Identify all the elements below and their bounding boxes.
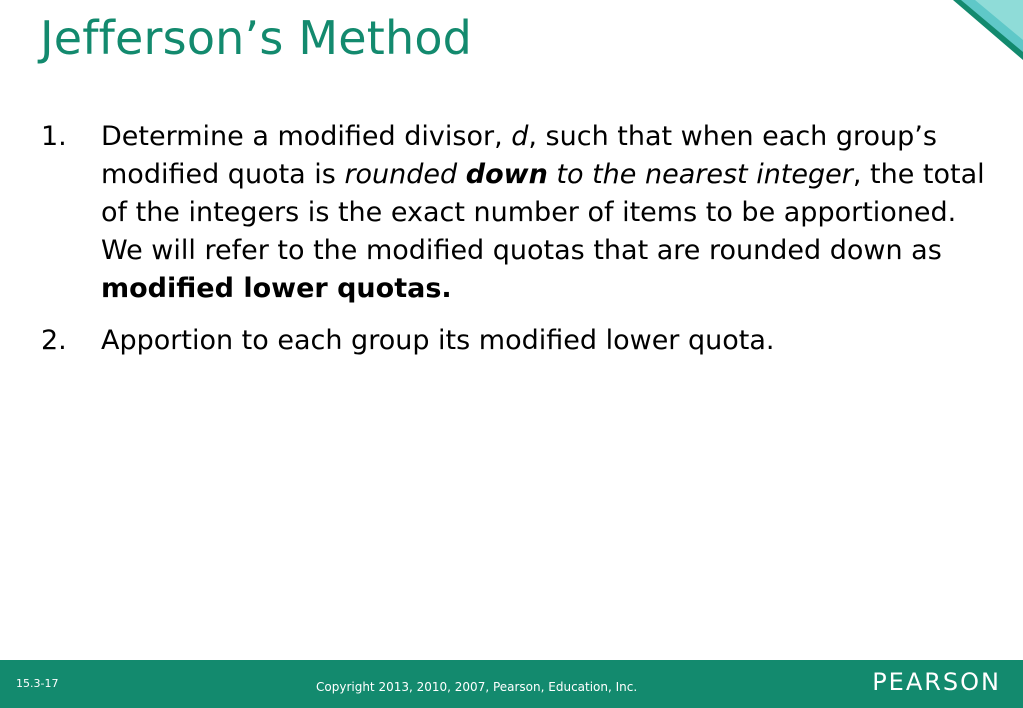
text-run: , such that when each group’s modified quota is	[101, 121, 937, 190]
list-item-number: 1.	[41, 121, 67, 152]
text-run: Apportion to each group its modified lower quota.	[101, 325, 775, 356]
copyright-text: Copyright 2013, 2010, 2007, Pearson, Education, Inc.	[316, 680, 638, 694]
pearson-logo: PEARSON	[872, 668, 1001, 696]
list-item-text	[101, 322, 1000, 360]
corner-decoration	[953, 0, 1023, 60]
list-item-2	[40, 322, 1000, 360]
text-run-italic: to the nearest integer	[547, 159, 853, 190]
text-run: Determine a modified divisor,	[101, 121, 512, 152]
slide-number: 15.3-17	[16, 677, 59, 690]
list-item-text	[101, 118, 1000, 308]
list-item-number: 2.	[41, 325, 67, 356]
text-run-bold: modified lower quotas.	[101, 273, 452, 304]
slide-title: Jefferson’s Method	[40, 11, 473, 65]
text-run: , the total of the integers is the exact number of items to be apportioned. We will refer to the modified quotas that are rounded down as	[101, 159, 985, 266]
footer-bar	[0, 660, 1023, 708]
text-run-italic: d	[511, 121, 529, 152]
numbered-list	[40, 118, 1000, 374]
list-item-1	[40, 118, 1000, 308]
text-run-italic: rounded	[344, 159, 466, 190]
text-run-bold-italic: down	[465, 159, 548, 190]
